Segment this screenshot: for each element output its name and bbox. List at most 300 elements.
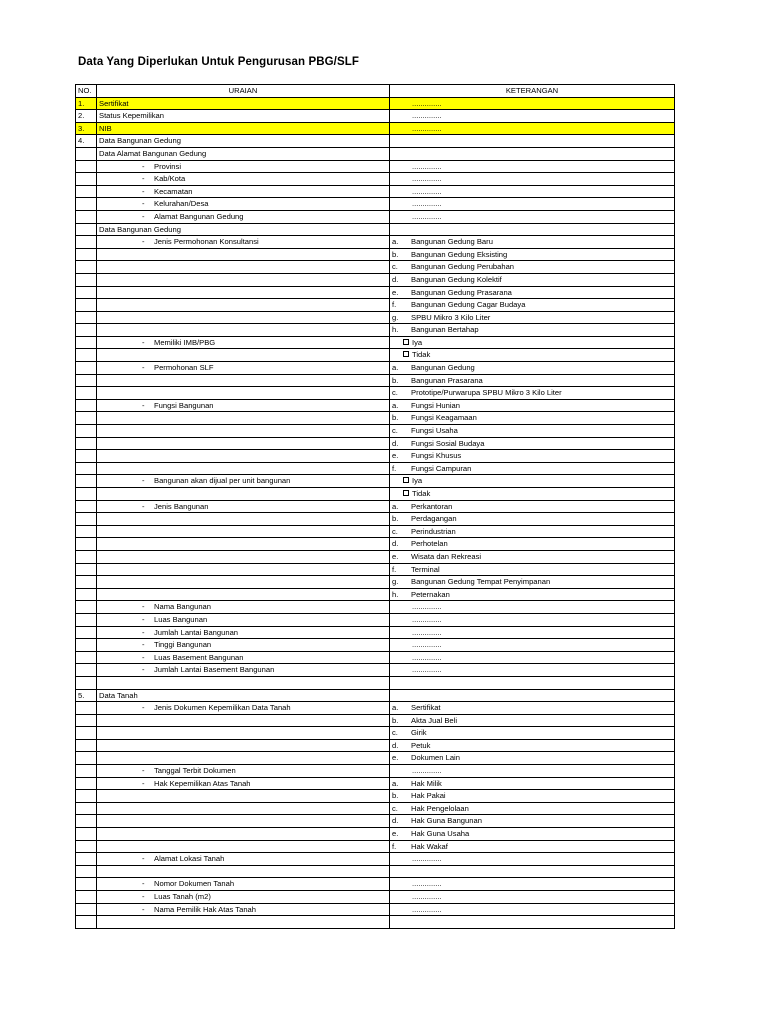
uraian-cell	[97, 236, 390, 249]
fill-in-placeholder[interactable]: ..............	[412, 174, 442, 184]
keterangan-cell	[390, 525, 675, 538]
uraian-text: Nama Bangunan	[154, 602, 211, 612]
keterangan-cell	[390, 185, 675, 198]
row-number	[76, 840, 97, 853]
row-number: 4.	[76, 135, 97, 148]
uraian-text: Memiliki IMB/PBG	[154, 337, 216, 347]
option-letter: h.	[392, 325, 399, 335]
keterangan-cell	[390, 110, 675, 123]
uraian-text: Kab/Kota	[154, 174, 186, 184]
row-number	[76, 311, 97, 324]
document-title: Data Yang Diperlukan Untuk Pengurusan PBG/SLF	[78, 56, 359, 68]
row-number	[76, 550, 97, 563]
keterangan-cell	[390, 135, 675, 148]
checkbox-option[interactable]	[403, 489, 430, 498]
fill-in-placeholder[interactable]: ..............	[412, 652, 442, 662]
row-number	[76, 777, 97, 790]
uraian-cell	[97, 891, 390, 904]
table-row	[76, 450, 675, 463]
keterangan-cell	[390, 739, 675, 752]
keterangan-cell	[390, 651, 675, 664]
option-text: Bangunan Gedung Tempat Penyimpanan	[411, 577, 551, 587]
option-letter: h.	[392, 589, 399, 599]
table-row	[76, 110, 675, 123]
row-number	[76, 198, 97, 211]
keterangan-cell	[390, 727, 675, 740]
keterangan-cell	[390, 122, 675, 135]
uraian-cell	[97, 765, 390, 778]
dash-bullet: -	[142, 614, 145, 624]
keterangan-cell	[390, 714, 675, 727]
uraian-cell	[97, 374, 390, 387]
row-number	[76, 626, 97, 639]
row-number	[76, 286, 97, 299]
fill-in-placeholder[interactable]: ..............	[412, 98, 442, 108]
table-row	[76, 525, 675, 538]
row-number	[76, 488, 97, 501]
checkbox-option[interactable]	[403, 338, 422, 347]
table-row	[76, 336, 675, 349]
table-row	[76, 626, 675, 639]
option-letter: c.	[392, 262, 398, 272]
option-text: Bangunan Gedung Eksisting	[411, 249, 508, 259]
keterangan-cell	[390, 173, 675, 186]
row-number	[76, 387, 97, 400]
option-letter: e.	[392, 753, 399, 763]
keterangan-cell	[390, 828, 675, 841]
uraian-cell	[97, 689, 390, 702]
option-letter: b.	[392, 791, 399, 801]
table-row	[76, 425, 675, 438]
uraian-text: Luas Basement Bangunan	[154, 652, 244, 662]
keterangan-cell	[390, 613, 675, 626]
keterangan-cell	[390, 236, 675, 249]
option-text: Bangunan Gedung Cagar Budaya	[411, 300, 526, 310]
keterangan-cell	[390, 324, 675, 337]
checkbox-option[interactable]	[403, 476, 422, 485]
uraian-cell	[97, 286, 390, 299]
uraian-text: Sertifikat	[99, 98, 129, 108]
keterangan-cell	[390, 626, 675, 639]
uraian-text: Hak Kepemilikan Atas Tanah	[154, 778, 251, 788]
dash-bullet: -	[142, 640, 145, 650]
option-letter: c.	[392, 388, 398, 398]
uraian-text: Jumlah Lantai Basement Bangunan	[154, 665, 275, 675]
row-number	[76, 236, 97, 249]
keterangan-cell	[390, 513, 675, 526]
row-number	[76, 878, 97, 891]
option-letter: c.	[392, 526, 398, 536]
uraian-text: Jenis Dokumen Kepemilikan Data Tanah	[154, 703, 291, 713]
option-letter: c.	[392, 728, 398, 738]
table-row	[76, 236, 675, 249]
row-number	[76, 828, 97, 841]
option-letter: g.	[392, 577, 399, 587]
table-row	[76, 387, 675, 400]
row-number	[76, 399, 97, 412]
table-row	[76, 601, 675, 614]
table-row	[76, 828, 675, 841]
row-number	[76, 425, 97, 438]
uraian-cell	[97, 261, 390, 274]
option-letter: e.	[392, 287, 399, 297]
fill-in-placeholder[interactable]: ..............	[412, 766, 442, 776]
dash-bullet: -	[142, 476, 145, 486]
option-letter: d.	[392, 274, 399, 284]
uraian-text: Jumlah Lantai Bangunan	[154, 627, 239, 637]
keterangan-cell	[390, 261, 675, 274]
uraian-cell	[97, 223, 390, 236]
row-number	[76, 891, 97, 904]
option-letter: b.	[392, 375, 399, 385]
option-letter: d.	[392, 816, 399, 826]
table-row	[76, 248, 675, 261]
table-row	[76, 462, 675, 475]
uraian-cell	[97, 676, 390, 689]
row-number	[76, 462, 97, 475]
uraian-cell	[97, 387, 390, 400]
row-number	[76, 601, 97, 614]
row-number	[76, 273, 97, 286]
uraian-text: Jenis Permohonan Konsultansi	[154, 237, 259, 247]
keterangan-cell	[390, 802, 675, 815]
fill-in-placeholder[interactable]: ..............	[412, 892, 442, 901]
option-text: Prototipe/Purwarupa SPBU Mikro 3 Kilo Liter	[411, 388, 562, 398]
dash-bullet: -	[142, 501, 145, 511]
option-letter: b.	[392, 413, 399, 423]
dash-bullet: -	[142, 400, 145, 410]
uraian-cell	[97, 790, 390, 803]
table-row	[76, 198, 675, 211]
uraian-cell	[97, 311, 390, 324]
uraian-cell	[97, 198, 390, 211]
option-text: Perdagangan	[411, 514, 457, 524]
table-row	[76, 765, 675, 778]
requirements-table-body	[76, 85, 675, 929]
keterangan-cell	[390, 387, 675, 400]
option-text: Sertifikat	[411, 703, 441, 713]
dash-bullet: -	[142, 652, 145, 662]
option-text: Girik	[411, 728, 427, 738]
option-text: Hak Wakaf	[411, 841, 448, 851]
keterangan-cell	[390, 248, 675, 261]
option-text: Terminal	[411, 564, 440, 574]
row-number	[76, 702, 97, 715]
table-row	[76, 122, 675, 135]
option-letter: f.	[392, 841, 397, 851]
table-row	[76, 815, 675, 828]
row-number	[76, 865, 97, 878]
option-letter: b.	[392, 715, 399, 725]
option-letter: d.	[392, 438, 399, 448]
fill-in-placeholder[interactable]: ..............	[412, 602, 442, 612]
checkbox-icon[interactable]	[403, 351, 409, 357]
keterangan-cell	[390, 160, 675, 173]
fill-in-placeholder[interactable]: ..............	[412, 879, 442, 889]
fill-in-placeholder[interactable]: ..............	[412, 211, 442, 221]
dash-bullet: -	[142, 174, 145, 184]
uraian-cell	[97, 437, 390, 450]
row-number	[76, 802, 97, 815]
fill-in-placeholder[interactable]: ..............	[412, 111, 442, 121]
keterangan-cell	[390, 210, 675, 223]
option-text: Hak Milik	[411, 778, 442, 788]
dash-bullet: -	[142, 778, 145, 788]
checkbox-label: Tidak	[412, 350, 431, 360]
option-letter: b.	[392, 514, 399, 524]
uraian-cell	[97, 450, 390, 463]
table-row	[76, 437, 675, 450]
row-number	[76, 374, 97, 387]
table-row	[76, 210, 675, 223]
row-number	[76, 752, 97, 765]
uraian-cell	[97, 878, 390, 891]
uraian-cell	[97, 853, 390, 866]
checkbox-label: Iya	[412, 476, 423, 486]
dash-bullet: -	[142, 904, 145, 914]
keterangan-cell	[390, 689, 675, 702]
fill-in-placeholder[interactable]: ..............	[412, 854, 442, 864]
table-row	[76, 891, 675, 904]
uraian-cell	[97, 185, 390, 198]
uraian-cell	[97, 475, 390, 488]
uraian-cell	[97, 563, 390, 576]
uraian-text: Luas Bangunan	[154, 614, 208, 624]
keterangan-cell	[390, 853, 675, 866]
uraian-text: Data Alamat Bangunan Gedung	[99, 148, 207, 158]
table-row	[76, 173, 675, 186]
option-letter: d.	[392, 740, 399, 750]
row-number	[76, 261, 97, 274]
fill-in-placeholder[interactable]: ..............	[412, 199, 442, 209]
fill-in-placeholder[interactable]: ..............	[412, 627, 442, 637]
dash-bullet: -	[142, 186, 145, 196]
row-number	[76, 916, 97, 929]
uraian-cell	[97, 588, 390, 601]
keterangan-cell	[390, 550, 675, 563]
row-number	[76, 475, 97, 488]
uraian-cell	[97, 248, 390, 261]
uraian-cell	[97, 210, 390, 223]
uraian-cell	[97, 639, 390, 652]
option-text: SPBU Mikro 3 Kilo Liter	[411, 312, 491, 322]
uraian-cell	[97, 613, 390, 626]
table-row	[76, 853, 675, 866]
uraian-cell	[97, 702, 390, 715]
row-number	[76, 676, 97, 689]
option-text: Dokumen Lain	[411, 753, 460, 763]
table-row	[76, 538, 675, 551]
option-letter: e.	[392, 451, 399, 461]
table-row	[76, 97, 675, 110]
dash-bullet: -	[142, 363, 145, 373]
option-text: Hak Pengelolaan	[411, 803, 469, 813]
row-number: 1.	[76, 97, 97, 110]
table-row	[76, 802, 675, 815]
row-number	[76, 412, 97, 425]
row-number	[76, 437, 97, 450]
option-text: Bangunan Gedung Perubahan	[411, 262, 515, 272]
dash-bullet: -	[142, 892, 145, 901]
row-number	[76, 160, 97, 173]
table-row	[76, 916, 675, 929]
row-number: 5.	[76, 689, 97, 702]
row-number	[76, 450, 97, 463]
row-number	[76, 299, 97, 312]
dash-bullet: -	[142, 161, 145, 171]
row-number	[76, 173, 97, 186]
keterangan-cell	[390, 198, 675, 211]
fill-in-placeholder[interactable]: ..............	[412, 614, 442, 624]
dash-bullet: -	[142, 665, 145, 675]
uraian-cell	[97, 97, 390, 110]
fill-in-placeholder[interactable]: ..............	[412, 904, 442, 914]
table-row	[76, 664, 675, 677]
uraian-text: Alamat Bangunan Gedung	[154, 211, 244, 221]
table-row	[76, 261, 675, 274]
table-header-row	[76, 85, 675, 98]
keterangan-cell	[390, 223, 675, 236]
keterangan-cell	[390, 311, 675, 324]
uraian-cell	[97, 324, 390, 337]
keterangan-cell	[390, 374, 675, 387]
uraian-cell	[97, 299, 390, 312]
table-row	[76, 362, 675, 375]
dash-bullet: -	[142, 337, 145, 347]
uraian-cell	[97, 714, 390, 727]
option-text: Bangunan Bertahap	[411, 325, 479, 335]
uraian-text: Data Bangunan Gedung	[99, 136, 181, 146]
option-text: Fungsi Sosial Budaya	[411, 438, 485, 448]
option-letter: e.	[392, 551, 399, 561]
uraian-cell	[97, 425, 390, 438]
keterangan-cell	[390, 425, 675, 438]
uraian-cell	[97, 651, 390, 664]
table-row	[76, 790, 675, 803]
table-row	[76, 651, 675, 664]
row-number	[76, 500, 97, 513]
table-row	[76, 500, 675, 513]
option-text: Bangunan Gedung	[411, 363, 475, 373]
option-text: Fungsi Hunian	[411, 400, 460, 410]
uraian-cell	[97, 626, 390, 639]
option-letter: f.	[392, 300, 397, 310]
option-text: Bangunan Gedung Kolektif	[411, 274, 502, 284]
requirements-table	[75, 84, 675, 929]
row-number	[76, 588, 97, 601]
table-row	[76, 135, 675, 148]
table-row	[76, 374, 675, 387]
row-number	[76, 324, 97, 337]
uraian-text: Nama Pemilik Hak Atas Tanah	[154, 904, 256, 914]
fill-in-placeholder[interactable]: ..............	[412, 665, 442, 675]
checkbox-icon[interactable]	[403, 490, 409, 496]
uraian-cell	[97, 525, 390, 538]
table-row	[76, 311, 675, 324]
row-number	[76, 538, 97, 551]
option-text: Akta Jual Beli	[411, 715, 458, 725]
checkbox-icon[interactable]	[403, 477, 409, 483]
row-number	[76, 576, 97, 589]
table-row	[76, 739, 675, 752]
row-number	[76, 362, 97, 375]
option-text: Perkantoran	[411, 501, 453, 511]
row-number	[76, 765, 97, 778]
table-row	[76, 160, 675, 173]
row-number	[76, 336, 97, 349]
table-row	[76, 714, 675, 727]
uraian-text: Kecamatan	[154, 186, 193, 196]
option-letter: c.	[392, 803, 398, 813]
option-text: Perindustrian	[411, 526, 456, 536]
uraian-cell	[97, 664, 390, 677]
uraian-cell	[97, 500, 390, 513]
option-text: Fungsi Usaha	[411, 426, 458, 436]
table-row	[76, 878, 675, 891]
checkbox-option[interactable]	[403, 350, 430, 359]
table-row	[76, 475, 675, 488]
uraian-text: Alamat Lokasi Tanah	[154, 854, 225, 864]
fill-in-placeholder[interactable]: ..............	[412, 161, 442, 171]
uraian-text: NIB	[99, 123, 112, 133]
keterangan-cell	[390, 878, 675, 891]
table-row	[76, 702, 675, 715]
uraian-text: Permohonan SLF	[154, 363, 214, 373]
option-text: Hak Guna Usaha	[411, 829, 470, 839]
keterangan-cell	[390, 576, 675, 589]
row-number	[76, 147, 97, 160]
uraian-cell	[97, 739, 390, 752]
keterangan-cell	[390, 815, 675, 828]
row-number	[76, 639, 97, 652]
table-row	[76, 399, 675, 412]
table-row	[76, 613, 675, 626]
dash-bullet: -	[142, 602, 145, 612]
uraian-cell	[97, 488, 390, 501]
table-row	[76, 639, 675, 652]
fill-in-placeholder[interactable]: ..............	[412, 640, 442, 650]
table-row	[76, 185, 675, 198]
uraian-cell	[97, 828, 390, 841]
row-number	[76, 349, 97, 362]
option-letter: c.	[392, 426, 398, 436]
row-number	[76, 664, 97, 677]
uraian-cell	[97, 110, 390, 123]
row-number	[76, 903, 97, 916]
dash-bullet: -	[142, 766, 145, 776]
keterangan-cell	[390, 97, 675, 110]
fill-in-placeholder[interactable]: ..............	[412, 186, 442, 196]
dash-bullet: -	[142, 854, 145, 864]
checkbox-icon[interactable]	[403, 339, 409, 345]
option-text: Hak Guna Bangunan	[411, 816, 482, 826]
fill-in-placeholder[interactable]: ..............	[412, 123, 442, 133]
row-number	[76, 525, 97, 538]
table-row	[76, 349, 675, 362]
option-letter: b.	[392, 249, 399, 259]
row-number	[76, 739, 97, 752]
option-letter: f.	[392, 463, 397, 473]
keterangan-cell	[390, 336, 675, 349]
keterangan-cell	[390, 412, 675, 425]
uraian-cell	[97, 802, 390, 815]
keterangan-cell	[390, 588, 675, 601]
checkbox-label: Iya	[412, 337, 423, 347]
uraian-cell	[97, 538, 390, 551]
table-row	[76, 752, 675, 765]
option-text: Bangunan Prasarana	[411, 375, 483, 385]
table-row	[76, 488, 675, 501]
